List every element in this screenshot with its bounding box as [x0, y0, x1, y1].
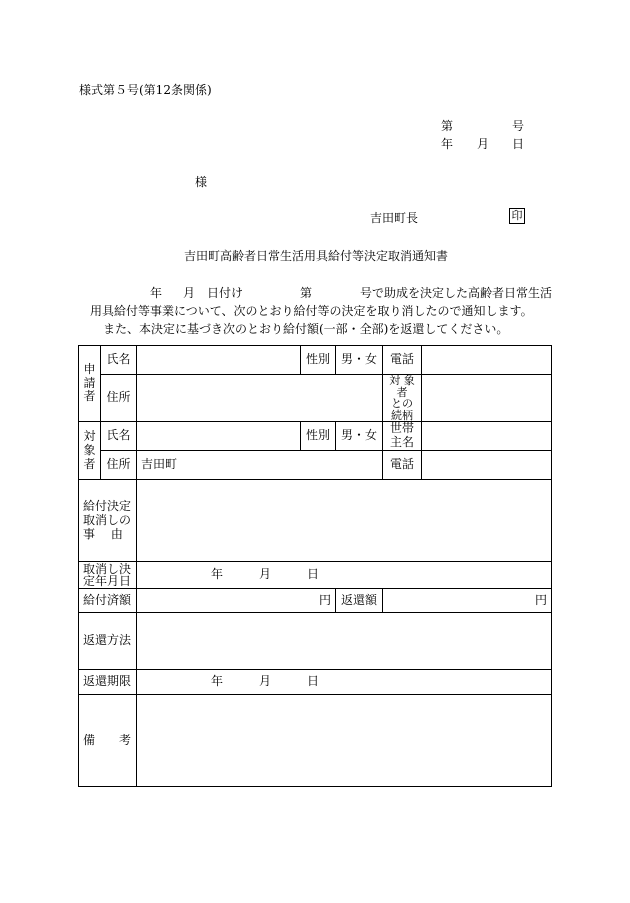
applicant-name-field[interactable]	[137, 346, 301, 375]
body-line3: また、本決定に基づき次のとおり給付額(一部・全部)を返還してください。	[103, 322, 509, 336]
refund-label: 返還額	[336, 589, 383, 613]
document-title: 吉田町高齢者日常生活用具給付等決定取消通知書	[184, 249, 449, 263]
applicant-phone-field[interactable]	[422, 346, 552, 375]
remarks-field[interactable]	[137, 695, 552, 787]
target-address-label: 住所	[101, 451, 137, 480]
seal-mark: 印	[509, 208, 525, 224]
target-phone-label: 電話	[383, 451, 422, 480]
target-name-label: 氏名	[101, 422, 137, 451]
body-line2: 用具給付等事業について、次のとおり給付等の決定を取り消したので通知します。	[90, 304, 533, 318]
number-go: 号	[512, 119, 525, 133]
reason-label: 給付決定 取消しの 事 由	[79, 480, 137, 562]
applicant-label: 申 請 者	[79, 346, 101, 422]
body-tsuki: 月	[183, 286, 196, 300]
target-phone-field[interactable]	[422, 451, 552, 480]
cancel-date-field[interactable]: 年 月 日	[137, 562, 552, 589]
target-sex-options[interactable]: 男・女	[336, 422, 383, 451]
paid-field[interactable]: 円	[137, 589, 336, 613]
target-sex-label: 性別	[301, 422, 336, 451]
applicant-phone-label: 電話	[383, 346, 422, 375]
applicant-sex-label: 性別	[301, 346, 336, 375]
applicant-name-label: 氏名	[101, 346, 137, 375]
method-field[interactable]	[137, 613, 552, 670]
date-nen: 年	[441, 137, 454, 151]
applicant-address-label: 住所	[101, 375, 137, 422]
target-name-field[interactable]	[137, 422, 301, 451]
addressee-sama: 様	[195, 175, 208, 189]
deadline-field[interactable]: 年 月 日	[137, 670, 552, 695]
remarks-label: 備 考	[79, 695, 137, 787]
body-line1-rest: 号で助成を決定した高齢者日常生活	[360, 286, 553, 300]
paid-label: 給付済額	[79, 589, 137, 613]
body-hizuke: 日付け	[207, 286, 244, 300]
mayor-title: 吉田町長	[370, 211, 419, 225]
form-table	[78, 345, 552, 787]
body-dai: 第	[300, 286, 313, 300]
householder-label: 世帯主名	[383, 422, 422, 451]
applicant-sex-options[interactable]: 男・女	[336, 346, 383, 375]
relation-field[interactable]	[422, 375, 552, 422]
date-hi: 日	[512, 137, 525, 151]
deadline-label: 返還期限	[79, 670, 137, 695]
body-nen: 年	[150, 286, 163, 300]
refund-field[interactable]: 円	[383, 589, 552, 613]
date-tsuki: 月	[477, 137, 490, 151]
cancel-date-label: 取消し決 定年月日	[79, 562, 137, 589]
number-dai: 第	[441, 119, 454, 133]
method-label: 返還方法	[79, 613, 137, 670]
reason-field[interactable]	[137, 480, 552, 562]
applicant-address-field[interactable]	[137, 375, 383, 422]
target-label: 対 象 者	[79, 422, 101, 480]
form-number: 様式第５号(第12条関係)	[79, 83, 212, 97]
relation-label: 対 象 者 との続柄	[383, 375, 422, 422]
householder-field[interactable]	[422, 422, 552, 451]
target-address-field[interactable]: 吉田町	[137, 451, 383, 480]
